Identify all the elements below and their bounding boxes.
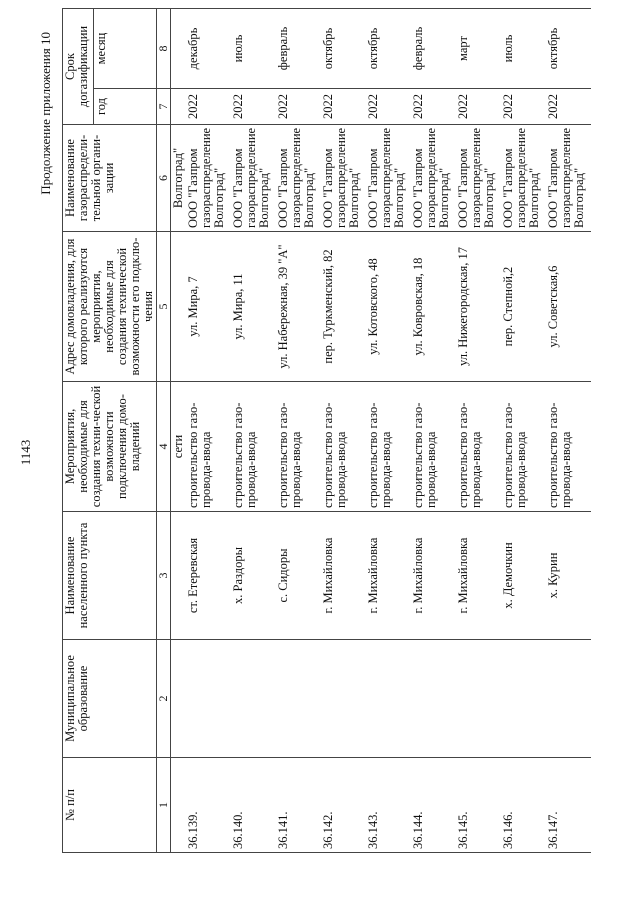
year-cell: 2022	[366, 89, 411, 125]
column-number: 1	[157, 758, 171, 853]
row-number-cell: 36.140.	[231, 758, 276, 853]
measures-cell: строительство газо-провода-ввода	[546, 382, 591, 512]
month-cell: июль	[501, 9, 546, 89]
organization-cell: ООО "Газпром газораспределение Волгоград"	[546, 125, 591, 232]
table-row	[546, 9, 591, 853]
row-number-cell: 36.144.	[411, 758, 456, 853]
page-number: 1143	[18, 439, 33, 466]
continued-organization-cell: Волгоград"	[171, 125, 187, 232]
month-cell: февраль	[411, 9, 456, 89]
continued-measures-cell: сети	[171, 382, 187, 512]
organization-cell: ООО "Газпром газораспределение Волгоград"	[411, 125, 456, 232]
column-number: 2	[157, 640, 171, 758]
table-row	[501, 9, 546, 853]
header-year: год	[94, 89, 157, 125]
month-cell: октябрь	[321, 9, 366, 89]
header-municipality: Муниципальное образование	[63, 640, 157, 758]
table-row	[186, 9, 231, 853]
municipality-cell	[186, 640, 231, 758]
measures-cell: строительство газо-провода-ввода	[276, 382, 321, 512]
year-cell: 2022	[501, 89, 546, 125]
address-cell: ул. Мира, 11	[231, 232, 276, 382]
address-cell: ул. Советская,6	[546, 232, 591, 382]
header-number: № п/п	[63, 758, 157, 853]
settlement-cell: г. Михайловка	[366, 512, 411, 640]
table-row	[456, 9, 501, 853]
measures-cell: строительство газо-провода-ввода	[186, 382, 231, 512]
month-cell: октябрь	[366, 9, 411, 89]
address-cell: ул. Мира, 7	[186, 232, 231, 382]
column-number: 5	[157, 232, 171, 382]
municipality-cell	[231, 640, 276, 758]
organization-cell: ООО "Газпром газораспределение Волгоград"	[501, 125, 546, 232]
row-number-cell: 36.147.	[546, 758, 591, 853]
measures-cell: строительство газо-провода-ввода	[501, 382, 546, 512]
column-number: 8	[157, 9, 171, 89]
municipality-cell	[456, 640, 501, 758]
month-cell: март	[456, 9, 501, 89]
organization-cell: ООО "Газпром газораспределение Волгоград"	[321, 125, 366, 232]
municipality-cell	[321, 640, 366, 758]
month-cell: июль	[231, 9, 276, 89]
row-number-cell: 36.145.	[456, 758, 501, 853]
gasification-table	[62, 8, 591, 853]
table-row	[411, 9, 456, 853]
municipality-cell	[276, 640, 321, 758]
year-cell: 2022	[456, 89, 501, 125]
measures-cell: строительство газо-провода-ввода	[231, 382, 276, 512]
continuation-note: Продолжение приложения 10	[38, 32, 53, 195]
continued-row	[171, 9, 187, 853]
address-cell: пер. Туркменский, 82	[321, 232, 366, 382]
address-cell: пер. Степной,2	[501, 232, 546, 382]
header-deadline: Срок догазификации	[63, 9, 94, 125]
row-number-cell: 36.142.	[321, 758, 366, 853]
settlement-cell: х. Демочкин	[501, 512, 546, 640]
settlement-cell: х. Раздоры	[231, 512, 276, 640]
month-cell: декабрь	[186, 9, 231, 89]
address-cell: ул. Набережная, 39 "А"	[276, 232, 321, 382]
address-cell: ул. Котовского, 48	[366, 232, 411, 382]
column-number: 4	[157, 382, 171, 512]
year-cell: 2022	[231, 89, 276, 125]
organization-cell: ООО "Газпром газораспределение Волгоград"	[186, 125, 231, 232]
year-cell: 2022	[321, 89, 366, 125]
year-cell: 2022	[276, 89, 321, 125]
column-number: 3	[157, 512, 171, 640]
municipality-cell	[501, 640, 546, 758]
year-cell: 2022	[411, 89, 456, 125]
month-cell: октябрь	[546, 9, 591, 89]
settlement-cell: г. Михайловка	[411, 512, 456, 640]
municipality-cell	[411, 640, 456, 758]
table-header	[63, 9, 171, 853]
table-body	[171, 9, 592, 853]
measures-cell: строительство газо-провода-ввода	[321, 382, 366, 512]
column-number: 7	[157, 89, 171, 125]
month-cell: февраль	[276, 9, 321, 89]
table-row	[276, 9, 321, 853]
municipality-cell	[366, 640, 411, 758]
year-cell: 2022	[186, 89, 231, 125]
header-month: месяц	[94, 9, 157, 89]
settlement-cell: г. Михайловка	[456, 512, 501, 640]
header-settlement: Наименование населенного пункта	[63, 512, 157, 640]
organization-cell: ООО "Газпром газораспределение Волгоград"	[456, 125, 501, 232]
column-numbers-row	[157, 9, 171, 853]
row-number-cell: 36.141.	[276, 758, 321, 853]
header-organization: Наименование газораспредели-тельной органи-зации	[63, 125, 157, 232]
table-row	[366, 9, 411, 853]
row-number-cell: 36.143.	[366, 758, 411, 853]
year-cell: 2022	[546, 89, 591, 125]
settlement-cell: х. Курин	[546, 512, 591, 640]
measures-cell: строительство газо-провода-ввода	[411, 382, 456, 512]
measures-cell: строительство газо-провода-ввода	[456, 382, 501, 512]
measures-cell: строительство газо-провода-ввода	[366, 382, 411, 512]
row-number-cell: 36.139.	[186, 758, 231, 853]
row-number-cell: 36.146.	[501, 758, 546, 853]
organization-cell: ООО "Газпром газораспределение Волгоград"	[231, 125, 276, 232]
settlement-cell: г. Михайловка	[321, 512, 366, 640]
municipality-cell	[546, 640, 591, 758]
settlement-cell: ст. Етеревская	[186, 512, 231, 640]
header-address: Адрес домовладения, для которого реализуются мероприятия, необходимые для создания технической возможности его подклю-чения	[63, 232, 157, 382]
settlement-cell: с. Сидоры	[276, 512, 321, 640]
address-cell: ул. Нижегородская, 17	[456, 232, 501, 382]
address-cell: ул. Ковровская, 18	[411, 232, 456, 382]
header-measures: Мероприятия, необходимые для создания техни-ческой возможности подключения домо-владений	[63, 382, 157, 512]
table-row	[321, 9, 366, 853]
column-number: 6	[157, 125, 171, 232]
organization-cell: ООО "Газпром газораспределение Волгоград"	[276, 125, 321, 232]
organization-cell: ООО "Газпром газораспределение Волгоград"	[366, 125, 411, 232]
table-row	[231, 9, 276, 853]
